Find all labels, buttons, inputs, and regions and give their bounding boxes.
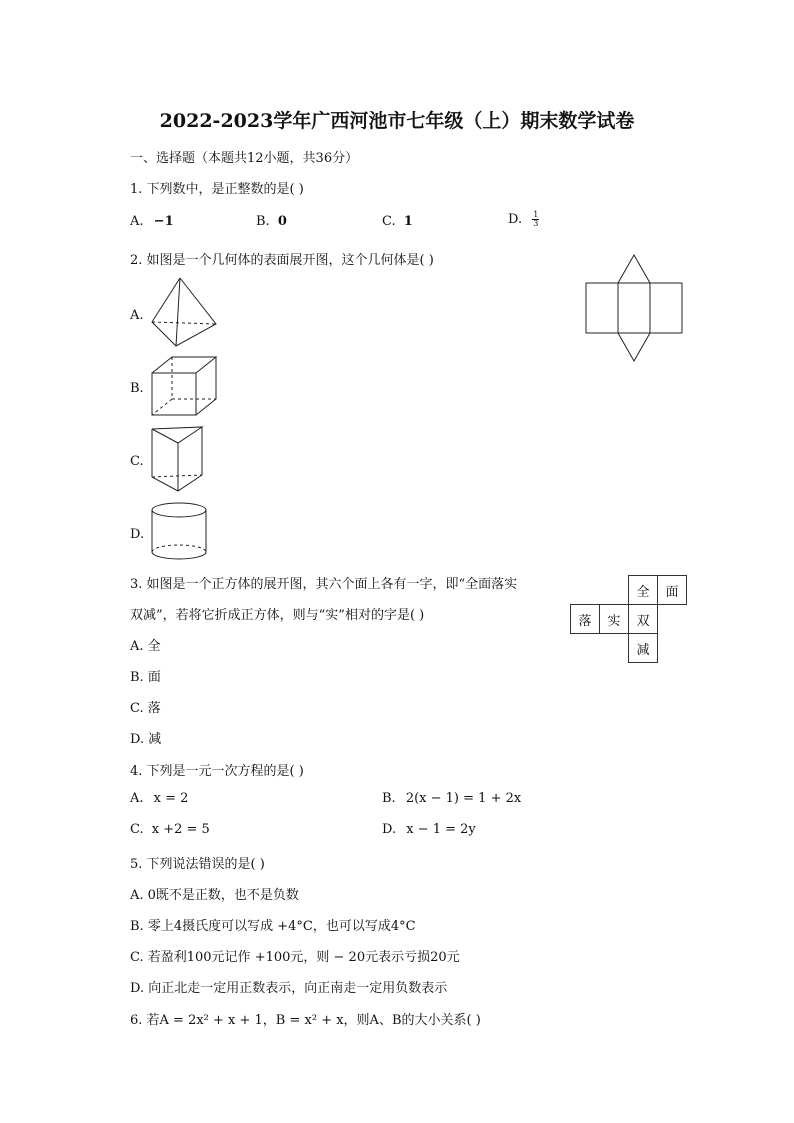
q1-option-b-value: 0 [277,214,287,229]
net-cell-luo: 落 [571,605,600,634]
q5-option-d[interactable]: D. 向正北走一定用正数表示，向正南走一定用负数表示 [130,981,448,996]
q4-option-a[interactable] [130,791,188,806]
cube-figure [150,355,220,417]
net-cell-mian: 面 [658,576,687,605]
question-3-stem-line1: 3. 如图是一个正方体的展开图，其六个面上各有一字，即“全面落实 [130,577,518,592]
question-1-stem: 1. 下列数中，是正整数的是( ) [130,182,304,197]
net-cell-jian: 减 [629,634,658,663]
question-6-stem: 6. 若A = 2x² + x + 1，B = x² + x，则A、B的大小关系( ) [130,1013,481,1028]
q5-option-b[interactable]: B. 零上4摄氏度可以写成 +4°C，也可以写成4°C [130,919,416,934]
q1-option-d-label: D. [508,212,523,227]
q3-option-a[interactable]: A. 全 [130,639,161,654]
q4-option-a-label: A. [130,791,144,806]
net-cell-quan: 全 [629,576,658,605]
q1-option-b-label: B. [256,214,270,229]
q1-option-a-label: A. [130,214,144,229]
question-2-stem: 2. 如图是一个几何体的表面展开图，这个几何体是( ) [130,253,434,268]
q4-option-c-label: C. [130,822,144,837]
q3-option-b[interactable]: B. 面 [130,670,161,685]
page-title: 2022-2023学年广西河池市七年级（上）期末数学试卷 [159,110,635,132]
tetrahedron-figure [150,276,220,348]
q1-option-c-value: 1 [403,214,413,229]
q1-option-c[interactable] [382,214,413,229]
q4-option-b[interactable] [382,791,521,806]
q4-option-c[interactable] [130,822,210,837]
q1-option-a-value: −1 [153,214,174,229]
q1-option-d[interactable] [508,211,539,228]
prism-net-figure [585,254,685,364]
question-5-stem: 5. 下列说法错误的是( ) [130,857,265,872]
q4-option-c-value: x +2 = 5 [151,822,210,837]
q1-option-a[interactable] [130,214,174,229]
question-3-stem-line2: 双减”，若将它折成正方体，则与“实”相对的字是( ) [130,608,425,623]
q5-option-a[interactable]: A. 0既不是正数，也不是负数 [130,888,299,903]
cylinder-figure [150,500,210,564]
q5-option-c[interactable]: C. 若盈利100元记作 +100元，则 − 20元表示亏损20元 [130,950,460,965]
q3-option-d[interactable]: D. 减 [130,732,162,747]
q4-option-d-value: x − 1 = 2y [406,822,476,837]
question-4-stem: 4. 下列是一元一次方程的是( ) [130,764,304,779]
q1-option-b[interactable] [256,214,287,229]
q4-option-b-value: 2(x − 1) = 1 + 2x [405,791,522,806]
net-cell-shuang: 双 [629,605,658,634]
q1-option-c-label: C. [382,214,396,229]
q4-option-a-value: x = 2 [153,791,189,806]
fraction-denominator: 3 [533,219,539,228]
q2-option-c[interactable]: C. [130,454,144,469]
fraction-numerator: 1 [533,210,539,219]
q4-option-b-label: B. [382,791,396,806]
section-heading: 一、选择题（本题共12小题，共36分） [130,151,359,166]
q2-option-b[interactable]: B. [130,381,144,396]
triangular-prism-figure [150,425,210,495]
q3-option-c[interactable]: C. 落 [130,701,161,716]
net-cell-shi: 实 [600,605,629,634]
q4-option-d[interactable] [382,822,476,837]
q1-option-d-fraction [532,211,539,228]
q2-option-d[interactable]: D. [130,527,145,542]
cube-net-figure [570,575,687,663]
q4-option-d-label: D. [382,822,397,837]
q2-option-a[interactable]: A. [130,308,144,323]
